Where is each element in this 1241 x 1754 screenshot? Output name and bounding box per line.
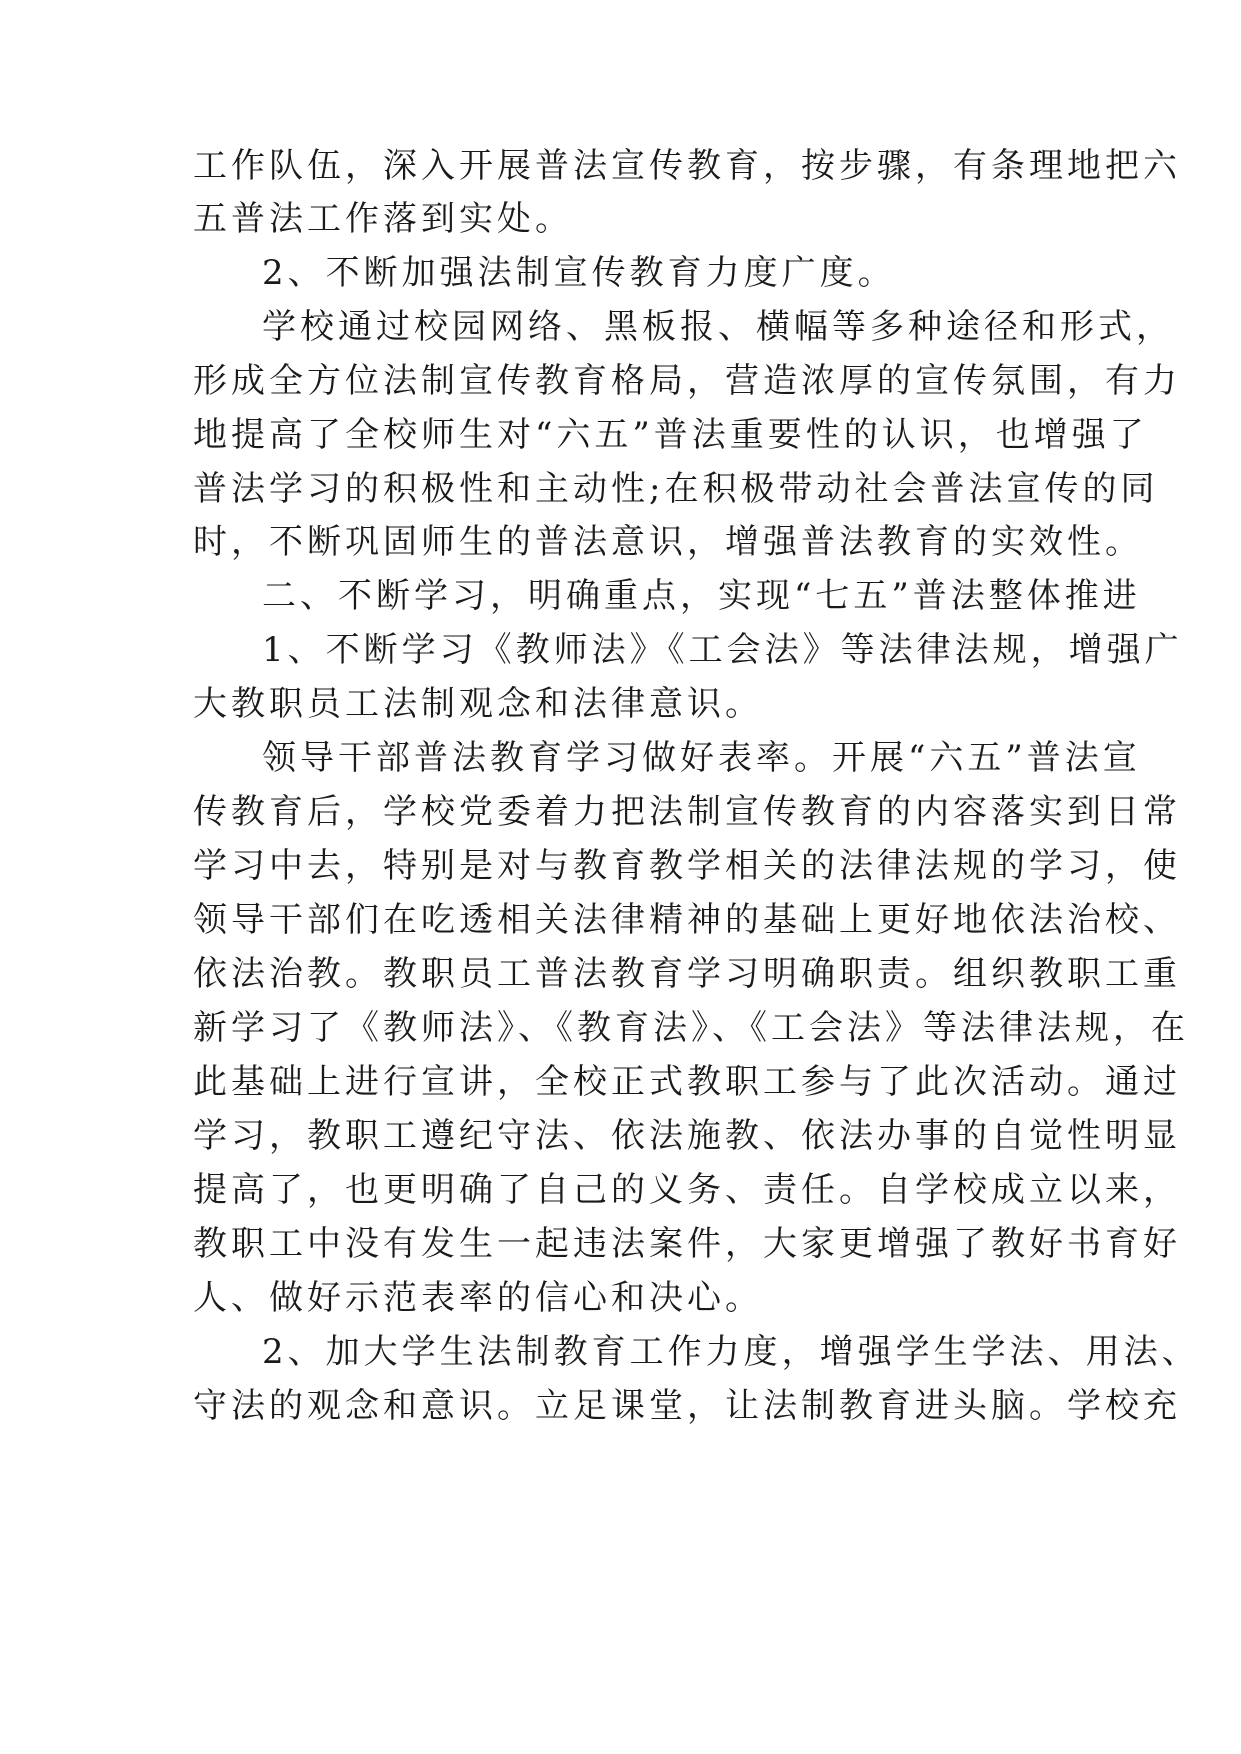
text-line: 教职工中没有发生一起违法案件，大家更增强了教好书育好: [193, 1224, 1181, 1264]
text-line: 依法治教。教职员工普法教育学习明确职责。组织教职工重: [193, 954, 1181, 994]
text-line: 学校通过校园网络、黑板报、横幅等多种途径和形式，: [262, 307, 1174, 347]
text-line: 学习中去，特别是对与教育教学相关的法律法规的学习，使: [193, 846, 1181, 886]
text-line: 五普法工作落到实处。: [193, 199, 573, 239]
text-line: 1、不断学习《教师法》《工会法》等法律法规，增强广: [262, 630, 1183, 670]
text-line: 地提高了全校师生对“六五”普法重要性的认识，也增强了: [193, 415, 1148, 455]
text-line: 领导干部普法教育学习做好表率。开展“六五”普法宣: [262, 738, 1141, 778]
text-line: 普法学习的积极性和主动性;在积极带动社会普法宣传的同: [193, 469, 1159, 509]
text-line: 大教职员工法制观念和法律意识。: [193, 684, 763, 724]
text-line: 工作队伍，深入开展普法宣传教育，按步骤，有条理地把六: [193, 146, 1181, 186]
text-line: 提高了，也更明确了自己的义务、责任。自学校成立以来，: [193, 1170, 1181, 1210]
text-line: 守法的观念和意识。立足课堂，让法制教育进头脑。学校充: [193, 1386, 1181, 1426]
text-line: 学习，教职工遵纪守法、依法施教、依法办事的自觉性明显: [193, 1116, 1181, 1156]
text-line: 2、不断加强法制宣传教育力度广度。: [262, 253, 896, 293]
text-line: 此基础上进行宣讲，全校正式教职工参与了此次活动。通过: [193, 1062, 1181, 1102]
text-line: 新学习了《教师法》、《教育法》、《工会法》等法律法规，在: [193, 1008, 1189, 1048]
text-line: 传教育后，学校党委着力把法制宣传教育的内容落实到日常: [193, 792, 1181, 832]
text-line: 人、做好示范表率的信心和决心。: [193, 1278, 763, 1318]
text-line: 领导干部们在吃透相关法律精神的基础上更好地依法治校、: [193, 900, 1181, 940]
text-line: 时，不断巩固师生的普法意识，增强普法教育的实效性。: [193, 522, 1143, 562]
section-heading: 二、不断学习，明确重点，实现“七五”普法整体推进: [262, 576, 1141, 616]
text-line: 形成全方位法制宣传教育格局，营造浓厚的宣传氛围，有力: [193, 361, 1181, 401]
text-line: 2、加大学生法制教育工作力度，增强学生学法、用法、: [262, 1332, 1200, 1372]
